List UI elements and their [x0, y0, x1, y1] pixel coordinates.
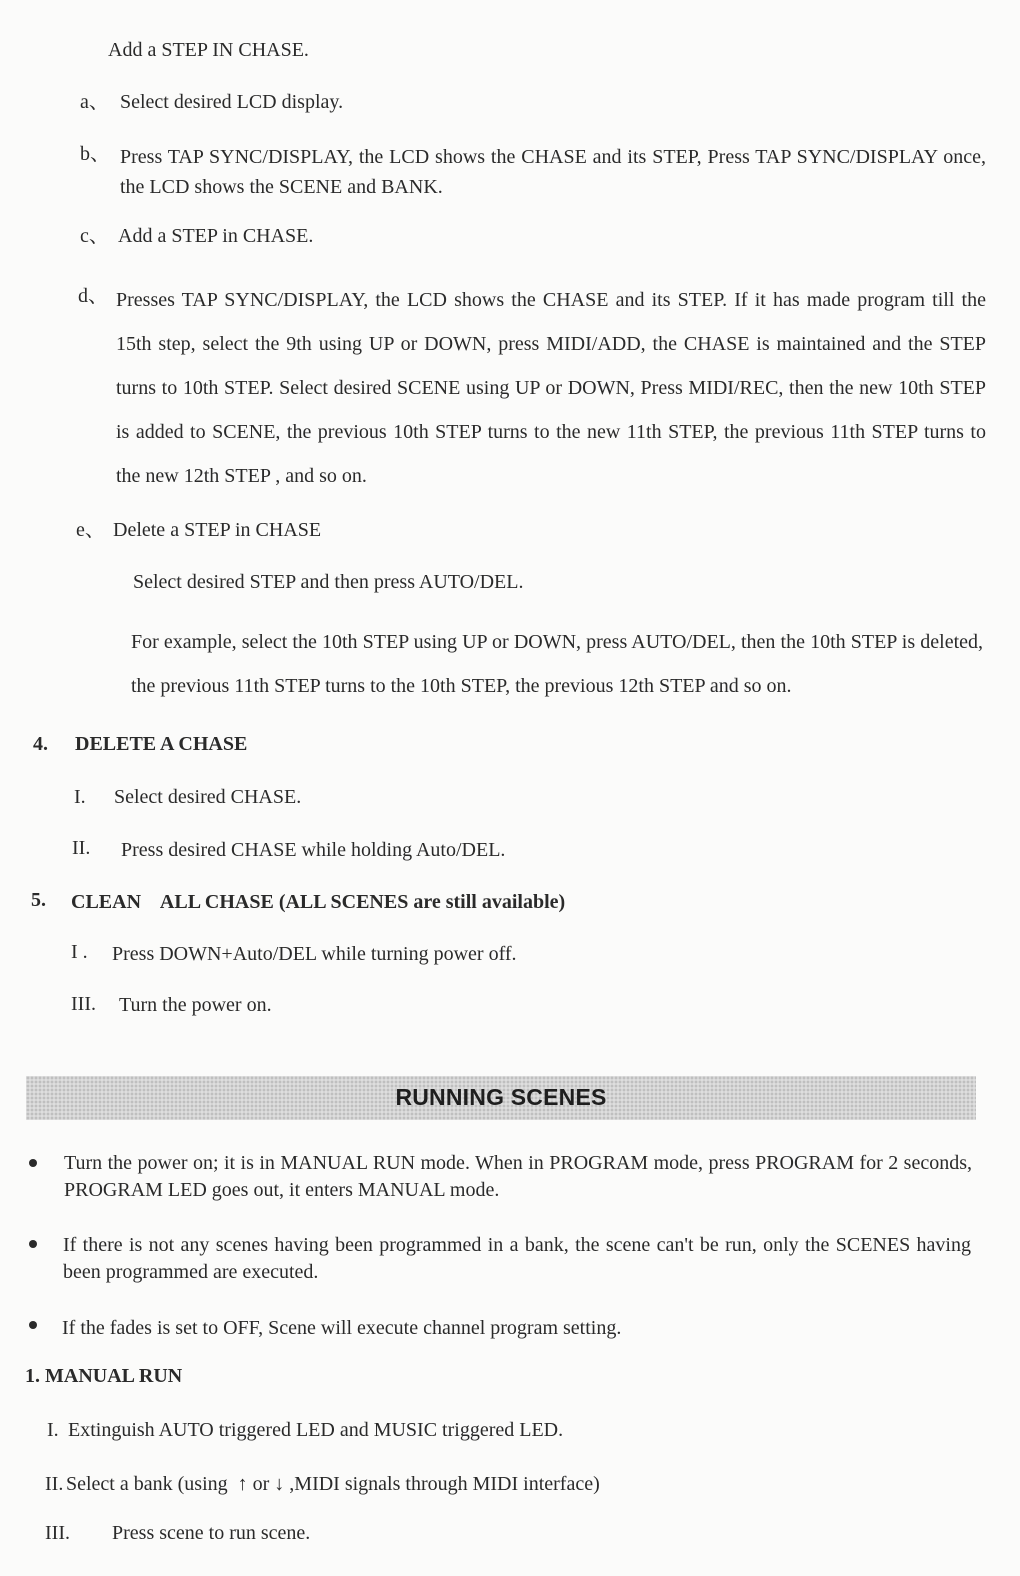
- manual-run-item2-marker: II.: [45, 1473, 64, 1495]
- section4-item2-text: Press desired CHASE while holding Auto/DEL.: [121, 839, 506, 861]
- bullet-text-2: If there is not any scenes having been programmed in a bank, the scene can't be run, only the SCENES having been programmed are executed.: [63, 1234, 971, 1283]
- step-e-example: For example, select the 10th STEP using UP or DOWN, press AUTO/DEL, then the 10th STEP is deleted, the previous 11th STEP turns to the 10th STEP, the previous 12th STEP and so on.: [131, 631, 983, 697]
- section4-number: 4.: [33, 733, 48, 755]
- step-e-title: Delete a STEP in CHASE: [113, 519, 322, 541]
- section4-item2-marker: II.: [72, 837, 91, 859]
- add-step-heading: Add a STEP IN CHASE.: [108, 39, 309, 61]
- step-c-marker: c、: [80, 225, 109, 247]
- section5-number: 5.: [31, 889, 46, 911]
- manual-run-item1-text: Extinguish AUTO triggered LED and MUSIC triggered LED.: [68, 1419, 564, 1441]
- step-d-text: Presses TAP SYNC/DISPLAY, the LCD shows the CHASE and its STEP. If it has made program till the 15th step, select the 9th using UP or DOWN, press MIDI/ADD, the CHASE is maintained and the STEP turns to 10th STEP. Select desired SCENE using UP or DOWN, Press MIDI/REC, then the new 10th STEP is added to SCENE, the previous 10th STEP turns to the new 11th STEP, the previous 11th STEP turns to the new 12th STEP , and so on.: [116, 289, 986, 487]
- step-b-text: Press TAP SYNC/DISPLAY, the LCD shows the CHASE and its STEP, Press TAP SYNC/DISPLAY once, the LCD shows the SCENE and BANK.: [120, 146, 986, 198]
- bullet-text-3: If the fades is set to OFF, Scene will execute channel program setting.: [62, 1317, 622, 1339]
- running-scenes-title: RUNNING SCENES: [395, 1084, 607, 1110]
- manual-run-item3-text: Press scene to run scene.: [112, 1522, 311, 1544]
- step-d-marker: d、: [78, 285, 108, 307]
- step-e-instruction: Select desired STEP and then press AUTO/DEL.: [133, 571, 524, 593]
- section4-title: DELETE A CHASE: [75, 733, 248, 755]
- manual-run-item3-marker: III.: [45, 1522, 70, 1544]
- section5-item1-marker: I .: [71, 941, 88, 963]
- bullet-text-1: Turn the power on; it is in MANUAL RUN mode. When in PROGRAM mode, press PROGRAM for 2 seconds, PROGRAM LED goes out, it enters MANUAL mode.: [64, 1152, 972, 1201]
- step-a-marker: a、: [80, 91, 109, 113]
- step-b-marker: b、: [80, 143, 110, 165]
- running-scenes-banner: [26, 1076, 976, 1120]
- section5-title: CLEAN ALL CHASE (ALL SCENES are still available): [71, 891, 566, 913]
- bullet-dot: [29, 1159, 37, 1167]
- section5-item2-marker: III.: [71, 993, 96, 1015]
- bullet-dot: [29, 1321, 37, 1329]
- manual-run-item2-text: Select a bank (using ↑ or ↓ ,MIDI signals through MIDI interface): [66, 1473, 600, 1495]
- step-a-text: Select desired LCD display.: [120, 91, 344, 113]
- step-c-text: Add a STEP in CHASE.: [118, 225, 314, 247]
- step-e-marker: e、: [76, 519, 105, 541]
- section5-item1-text: Press DOWN+Auto/DEL while turning power off.: [112, 943, 517, 965]
- bullet-dot: [29, 1240, 37, 1248]
- manual-run-title: 1. MANUAL RUN: [25, 1365, 183, 1387]
- section4-item1-text: Select desired CHASE.: [114, 786, 302, 808]
- section5-item2-text: Turn the power on.: [119, 994, 272, 1016]
- manual-run-item1-marker: I.: [47, 1419, 59, 1441]
- section4-item1-marker: I.: [74, 786, 86, 808]
